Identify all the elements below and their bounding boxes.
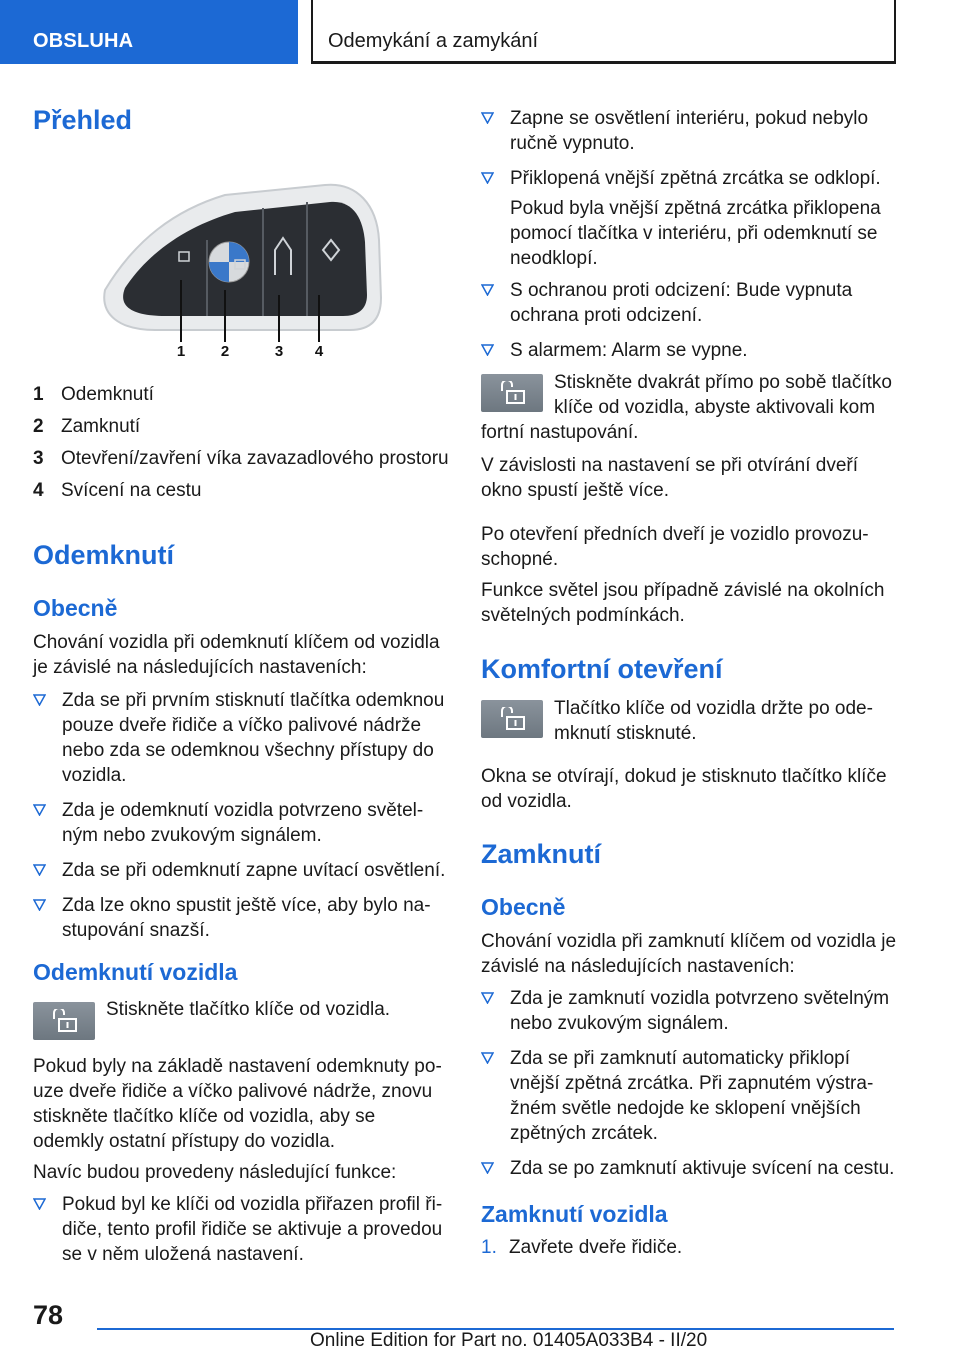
key-fob-illustration [95,180,385,360]
triangle-bullet-icon [481,1162,494,1174]
steps-list [481,1235,899,1260]
chapter-title: Odemykání a zamykání [328,30,539,52]
general-bullets [33,688,451,943]
triangle-bullet-icon [481,172,494,184]
key-button-image [481,374,543,412]
callout-4: 4 [314,343,324,360]
heading-unlock-vehicle: Odemknutí vozidla [33,959,238,985]
list-item: Přiklopená vnější zpětná zrcátka se odklopí. [481,166,899,191]
key-button-image [33,1002,95,1040]
triangle-bullet-icon [481,1052,494,1064]
legend-item: 2 Zamknutí [33,416,141,437]
triangle-bullet-icon [481,112,494,124]
unlock-press-text: Stiskněte tlačítko klíče od vozidla. [106,999,391,1020]
windows-paragraph: Okna se otvírají, dokud je stisknuto tlačítko klíče od vozidla. [481,766,887,812]
legend-list [33,382,453,503]
heading-lock: Zamknutí [481,839,602,869]
list-item: S ochranou proti odcizení: Bude vypnuta ochrana proti odcizení. [481,278,899,328]
triangle-bullet-icon [481,992,494,1004]
list-item: Zda se při zamknutí automaticky přiklopí vnější zpětná zrcátka. Při zapnutém výstražném světle nedojde ke sklopení vnějších zpětných zrcátek. [481,1046,899,1146]
comfort-entry-text-cont: fortní nastupování. [481,422,639,443]
unlock-icon [500,707,526,731]
legend-item: 1 Odemknutí [33,384,154,405]
heading-general: Obecně [33,595,118,621]
bullets-mid [481,278,899,363]
comfort-entry-text: Stiskněte dvakrát přímo po sobě tlačítko klíče od vozidla, abyste aktivovali kom [554,372,892,418]
also-bullets [33,1192,451,1267]
list-item: Zda je zamknutí vozidla potvrzeno světelným nebo zvukovým signálem. [481,986,899,1036]
heading-comfort-opening: Komfortní otevření [481,654,723,684]
triangle-bullet-icon [33,694,46,706]
also-text: Navíc budou provedeny následující funkce: [33,1162,397,1183]
list-item: Zapne se osvětlení interiéru, pokud nebylo ručně vypnuto. [481,106,899,156]
section-tab [0,0,298,64]
lock-bullets [481,986,899,1181]
triangle-bullet-icon [481,284,494,296]
list-item: Zda se při odemknutí zapne uvítací osvětlení. [33,858,451,883]
triangle-bullet-icon [33,1198,46,1210]
legend-item: 3 Otevření/zavření víka zavazadlového prostoru [33,448,449,469]
legend-item: 4 Svícení na cestu [33,480,202,501]
triangle-bullet-icon [33,864,46,876]
unlock-paragraph: Pokud byly na základě nastavení odemknuty pouze dveře řidiče a víčko palivové nádrže, znovu stiskněte tlačítko klíče od vozidla, aby se odemkly ostatní přístupy do vozidla. [33,1056,442,1152]
heading-unlock: Odemknutí [33,540,175,570]
list-item: Zda je odemknutí vozidla potvrzeno světelným nebo zvukovým signálem. [33,798,451,848]
list-item: Zda se při prvním stisknutí tlačítka odemknou pouze dveře řidiče a víčko palivové nádrže nebo zda se odemknou všechny přístupy do vozidla. [33,688,451,788]
comfort-press-text: Tlačítko klíče od vozidla držte po odemknutí stisknuté. [554,698,873,744]
key-button-image [481,700,543,738]
lights-paragraph: Funkce světel jsou případně závislé na okolních světelných podmínkách. [481,580,885,626]
unlock-icon [52,1009,78,1033]
unlock-icon [500,381,526,405]
list-item: Zda se po zamknutí aktivuje svícení na cestu. [481,1156,899,1181]
ready-paragraph: Po otevření předních dveří je vozidlo provozuschopné. [481,524,869,570]
list-item: Pokud byl ke klíči od vozidla přiřazen profil řidiče, tento profil řidiče se aktivuje a provedou se v něm uložená nastavení. [33,1192,451,1267]
step-item: 1. Zavřete dveře řidiče. [481,1237,683,1258]
list-item: S alarmem: Alarm se vypne. [481,338,899,363]
door-paragraph: V závislosti na nastavení se při otvírání dveří okno spustí ještě více. [481,455,859,501]
heading-lock-vehicle: Zamknutí vozidla [481,1201,668,1227]
mirror-note: Pokud byla vnější zpětná zrcátka přiklopena pomocí tlačítka v interiéru, při odemknutí se neodklopí. [510,198,881,269]
section-title: OBSLUHA [33,30,134,52]
page-number: 78 [33,1300,64,1330]
footer-edition: Online Edition for Part no. 01405A033B4 - II/20 [310,1330,708,1351]
lock-text: Chování vozidla při zamknutí klíčem od vozidla je závislé na následujících nastaveních: [481,931,897,977]
general-text: Chování vozidla při odemknutí klíčem od vozidla je závislé na následujících nastaveních: [33,632,440,678]
callout-1: 1 [176,343,186,360]
list-item: Zda lze okno spustit ještě více, aby bylo nastupování snazší. [33,893,451,943]
chapter-tab [311,0,896,64]
triangle-bullet-icon [33,804,46,816]
heading-overview: Přehled [33,105,133,135]
triangle-bullet-icon [481,344,494,356]
triangle-bullet-icon [33,899,46,911]
bullets-top [481,106,899,191]
callout-2: 2 [220,343,230,360]
heading-general-2: Obecně [481,894,566,920]
callout-3: 3 [274,343,284,360]
